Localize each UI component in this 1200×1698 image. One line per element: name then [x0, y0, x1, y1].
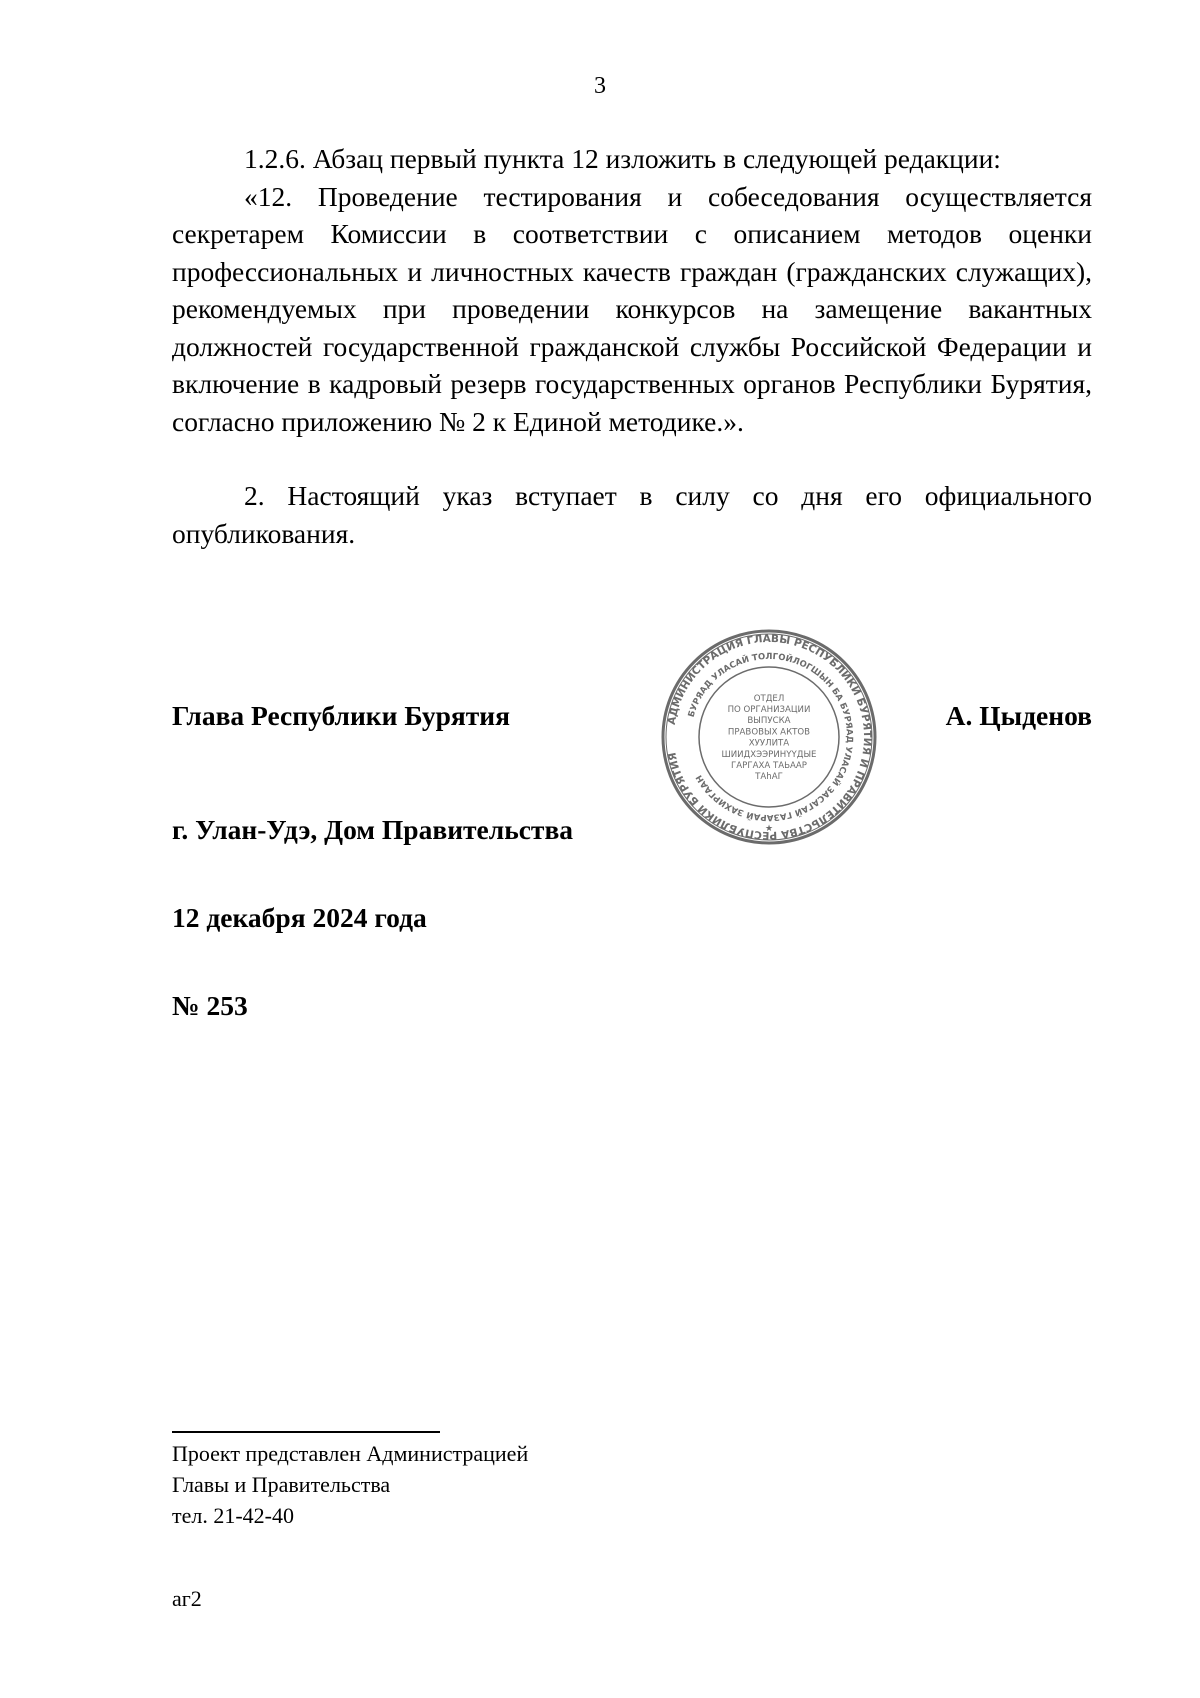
amendment-paragraph: 1.2.6. Абзац первый пункта 12 изложить в следующей редакции: — [244, 143, 1001, 174]
page-number: 3 — [594, 73, 606, 99]
seal-center-line: ХУУЛИТА — [748, 738, 790, 749]
footnote-line: Главы и Правительства — [172, 1472, 391, 1497]
effective-date-paragraph: 2. Настоящий указ вступает в силу со дня его официального опубликования. — [172, 480, 1092, 549]
seal-center-line: ТАhАГ — [755, 772, 783, 783]
seal-center-line: ШИИДХЭЭРИНҮҮДЫЕ — [721, 749, 817, 760]
seal-center-line: ГАРГАХА ТАЬААР — [731, 761, 807, 771]
seal-outer-text: АДМИНИСТРАЦИЯ ГЛАВЫ РЕСПУБЛИКИ БУРЯТИЯ И ПРАВИТЕЛЬСТВА РЕСПУБЛИКИ БУРЯТИЯ — [665, 632, 874, 842]
signatory-name: А. Цыденов — [945, 700, 1092, 731]
seal-inner-text: БУРЯАД УЛАСАЙ ТОЛГОЙЛОГШЫН БА БУРЯАД УЛАСАЙ ЗАСАГАЙ ГАЗАРАЙ ЗАХИРГААН — [686, 651, 855, 823]
document-code: аг2 — [172, 1586, 202, 1611]
footnote-phone: тел. 21-42-40 — [172, 1503, 295, 1528]
seal-center-text — [722, 694, 817, 782]
official-seal — [660, 628, 878, 846]
seal-center-line: ПРАВОВЫХ АКТОВ — [727, 727, 811, 738]
star-icon: ★ — [764, 824, 774, 834]
footnote-divider — [172, 1431, 440, 1433]
footnote-line: Проект представлен Администрацией — [172, 1441, 529, 1466]
seal-center-line: ВЫПУСКА — [747, 716, 791, 727]
signing-place: г. Улан-Удэ, Дом Правительства — [172, 814, 574, 845]
amendment-quote-paragraph: «12. Проведение тестирования и собеседования осуществляется секретарем Комиссии в соответствии с описанием методов оценки профессиональных и личностных качеств граждан (гражданских служащих), рекомендуемых при проведении конкурсов на замещение вакантных должностей государственной гражданской службы Российской Федерации и включение в кадровый резерв государственных органов Республики Бурятия, согласно приложению № 2 к Единой методике.». — [172, 180, 1092, 437]
document-date: 12 декабря 2024 года — [172, 902, 427, 933]
document-body — [172, 140, 1092, 552]
seal-center-line: ПО ОРГАНИЗАЦИИ — [727, 705, 811, 715]
document-number: № 253 — [172, 990, 248, 1021]
signatory-position: Глава Республики Бурятия — [172, 700, 511, 731]
footnote — [172, 1438, 528, 1531]
seal-center-line: ОТДЕЛ — [753, 693, 785, 704]
